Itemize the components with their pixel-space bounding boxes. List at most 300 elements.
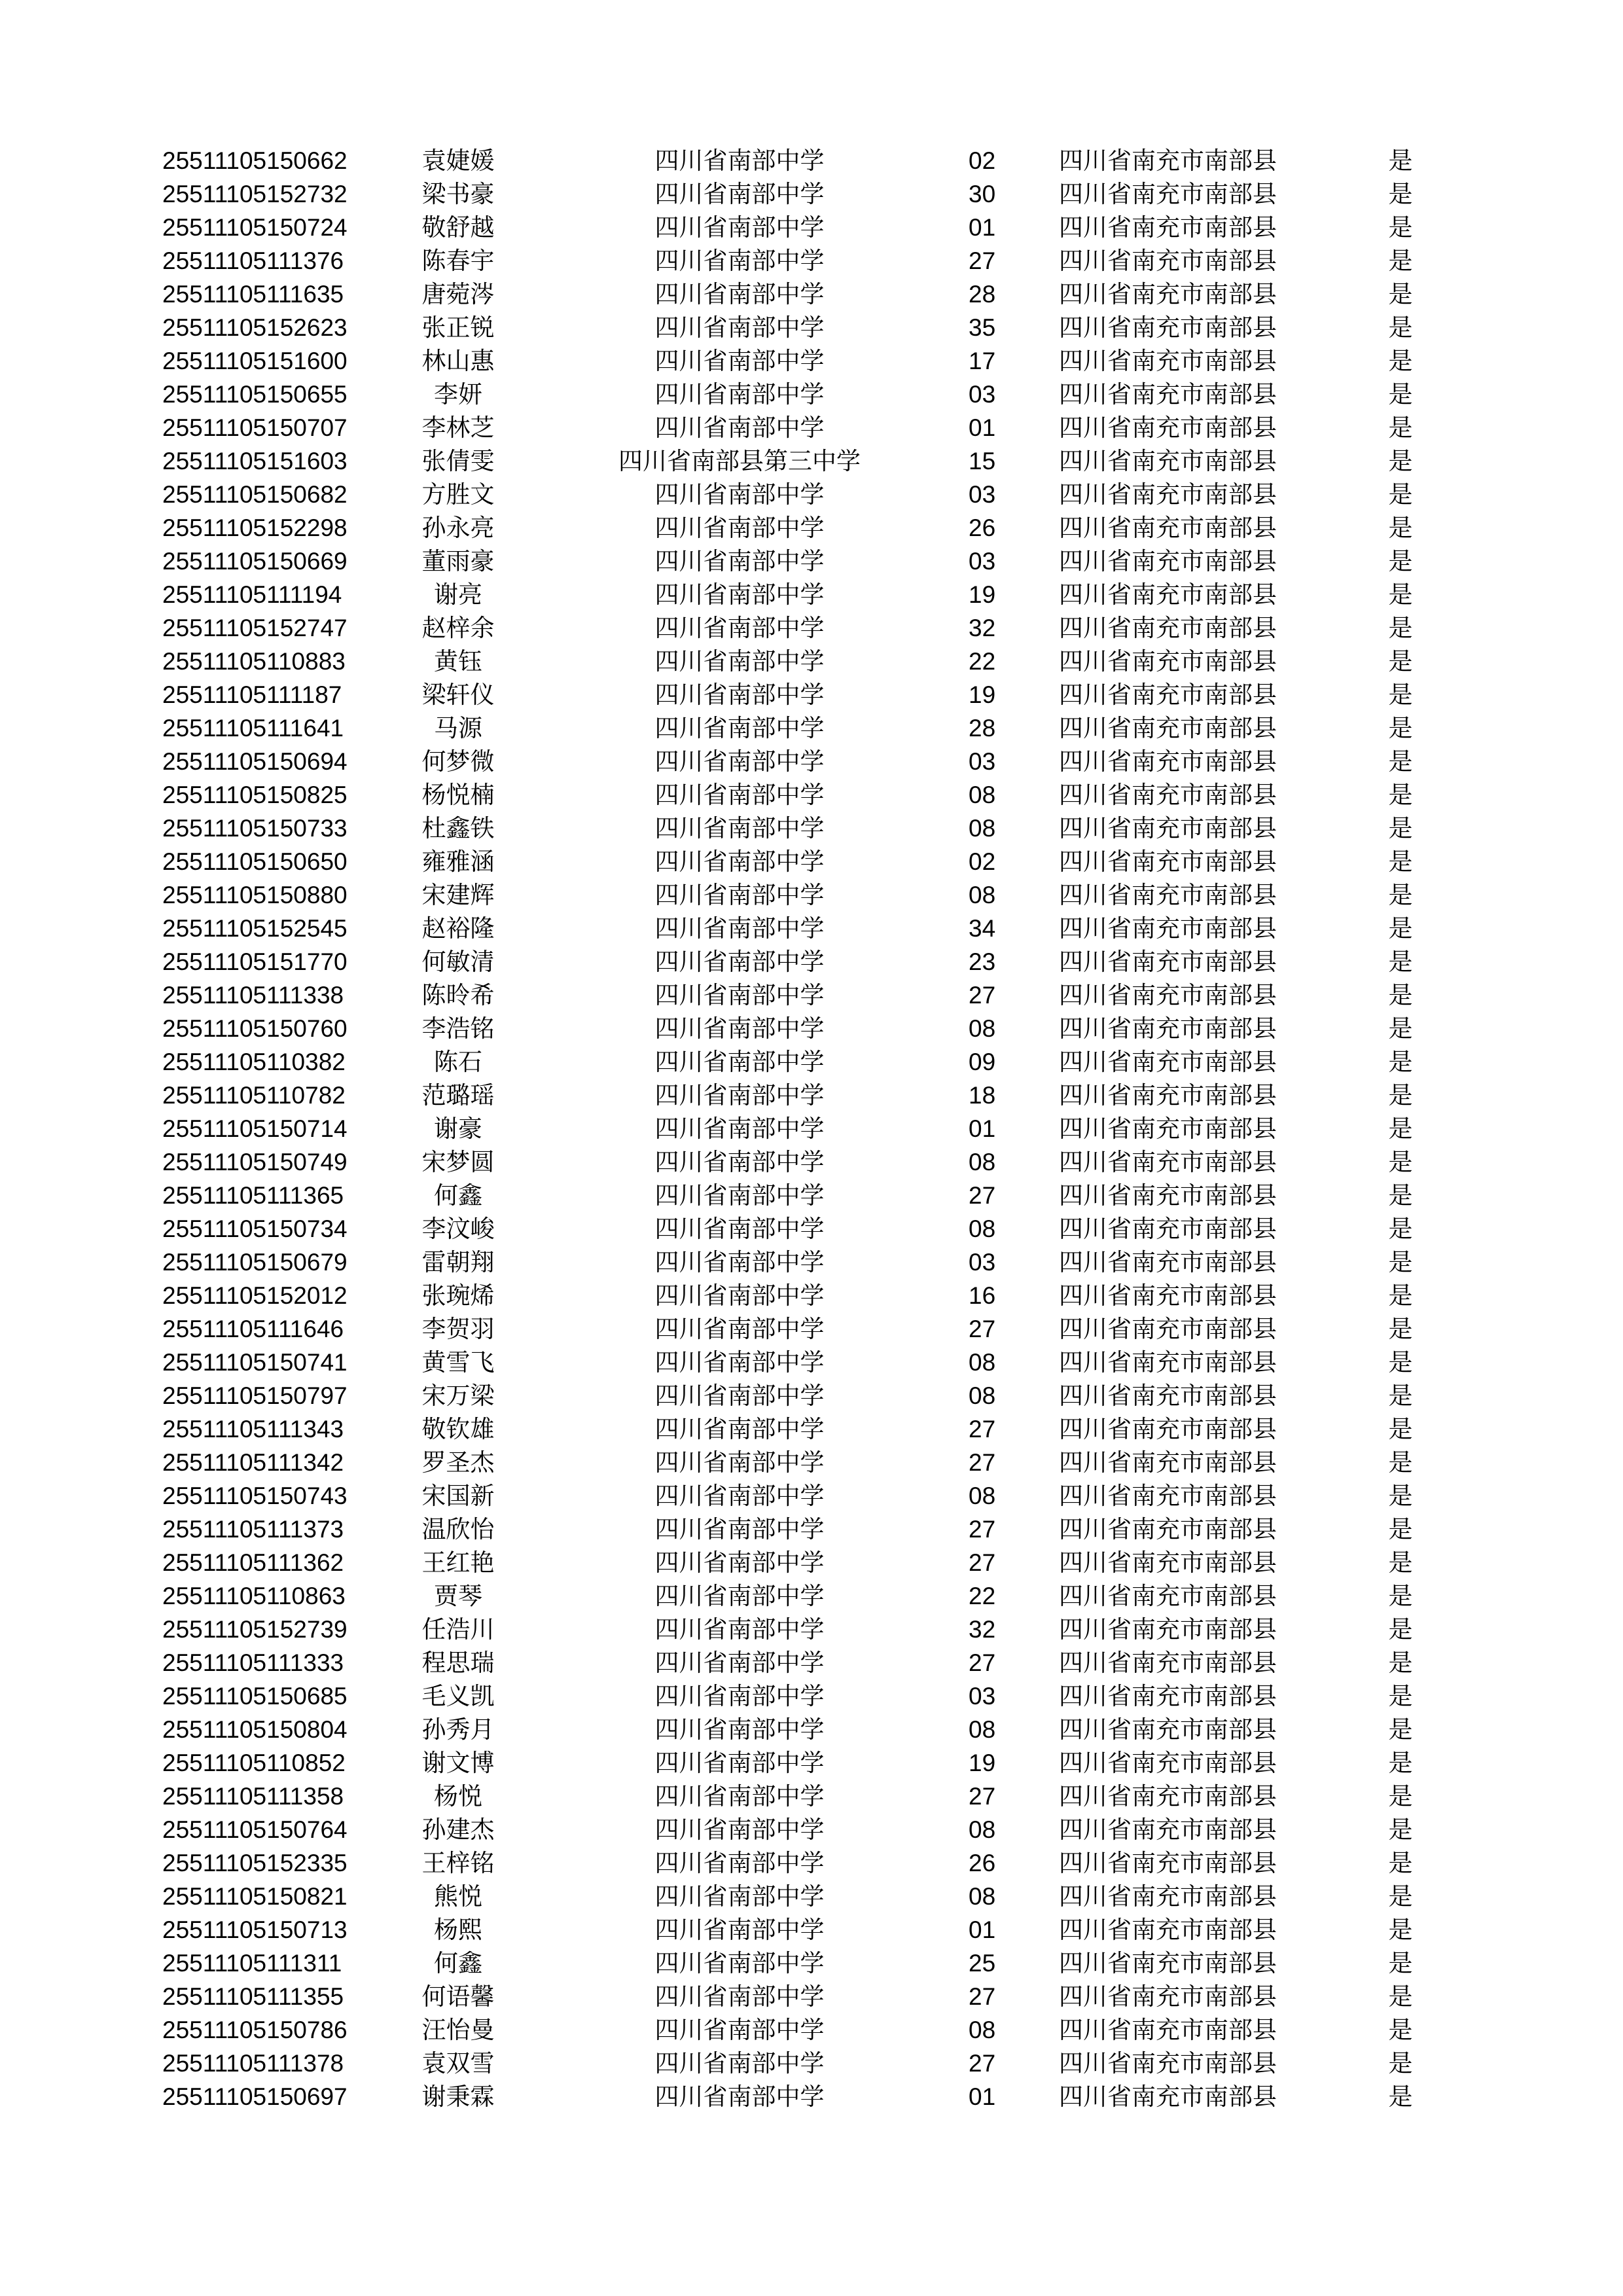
student-id-cell: 25511105150804 (162, 1716, 348, 1743)
table-row (0, 1913, 1623, 1946)
flag-cell: 是 (1388, 1315, 1413, 1343)
flag-cell: 是 (1388, 1882, 1413, 1910)
name-cell: 王红艳 (421, 1549, 495, 1577)
table-row (0, 1312, 1623, 1346)
student-id-cell: 25511105111635 (162, 281, 344, 308)
student-id-cell: 25511105111311 (162, 1950, 342, 1977)
address-cell: 四川省南充市南部县 (1059, 1782, 1277, 1810)
address-cell: 四川省南充市南部县 (1059, 1682, 1277, 1710)
class-cell: 08 (969, 882, 996, 908)
student-id-cell: 25511105150764 (162, 1816, 348, 1843)
student-id-cell: 25511105111358 (162, 1783, 344, 1810)
table-row (0, 2080, 1623, 2113)
school-cell: 四川省南部中学 (654, 1348, 825, 1376)
address-cell: 四川省南充市南部县 (1059, 1549, 1277, 1577)
flag-cell: 是 (1388, 347, 1413, 375)
school-cell: 四川省南部中学 (654, 1215, 825, 1243)
class-cell: 27 (969, 1316, 996, 1342)
address-cell: 四川省南充市南部县 (1059, 1115, 1277, 1143)
student-id-cell: 25511105111338 (162, 982, 344, 1009)
school-cell: 四川省南部中学 (654, 1081, 825, 1109)
name-cell: 赵梓余 (421, 614, 495, 642)
school-cell: 四川省南部中学 (654, 1282, 825, 1310)
name-cell: 敬舒越 (421, 213, 495, 242)
address-cell: 四川省南充市南部县 (1059, 180, 1277, 208)
table-row (0, 511, 1623, 545)
address-cell: 四川省南充市南部县 (1059, 1649, 1277, 1677)
student-id-cell: 25511105150724 (162, 214, 348, 241)
name-cell: 梁书豪 (421, 180, 495, 208)
name-cell: 黄雪飞 (421, 1348, 495, 1376)
flag-cell: 是 (1388, 1014, 1413, 1043)
address-cell: 四川省南充市南部县 (1059, 948, 1277, 976)
school-cell: 四川省南部中学 (654, 1615, 825, 1643)
class-cell: 08 (969, 2017, 996, 2043)
address-cell: 四川省南充市南部县 (1059, 1282, 1277, 1310)
name-cell: 梁轩仪 (421, 681, 495, 709)
address-cell: 四川省南充市南部县 (1059, 213, 1277, 242)
flag-cell: 是 (1388, 1816, 1413, 1844)
name-cell: 张倩雯 (421, 447, 495, 475)
class-cell: 08 (969, 1482, 996, 1509)
school-cell: 四川省南部中学 (654, 747, 825, 776)
school-cell: 四川省南部中学 (654, 1382, 825, 1410)
table-row (0, 711, 1623, 745)
table-row (0, 2013, 1623, 2047)
school-cell: 四川省南部中学 (654, 2083, 825, 2111)
address-cell: 四川省南充市南部县 (1059, 1081, 1277, 1109)
flag-cell: 是 (1388, 1749, 1413, 1777)
flag-cell: 是 (1388, 1982, 1413, 2011)
address-cell: 四川省南充市南部县 (1059, 914, 1277, 942)
name-cell: 李汶峻 (421, 1215, 495, 1243)
table-row (0, 1713, 1623, 1746)
class-cell: 02 (969, 848, 996, 875)
name-cell: 雍雅涵 (421, 848, 495, 876)
name-cell: 宋梦圆 (421, 1148, 495, 1176)
name-cell: 罗圣杰 (421, 1448, 495, 1477)
table-row (0, 778, 1623, 812)
school-cell: 四川省南部中学 (654, 2016, 825, 2044)
class-cell: 32 (969, 1616, 996, 1643)
student-id-cell: 25511105111355 (162, 1983, 344, 2010)
flag-cell: 是 (1388, 1649, 1413, 1677)
name-cell: 李林芝 (421, 414, 495, 442)
name-cell: 贾琴 (434, 1582, 482, 1610)
name-cell: 袁双雪 (421, 2049, 495, 2077)
table-row (0, 378, 1623, 411)
name-cell: 张琬烯 (421, 1282, 495, 1310)
class-cell: 02 (969, 147, 996, 174)
school-cell: 四川省南部县第三中学 (618, 447, 861, 475)
address-cell: 四川省南充市南部县 (1059, 1048, 1277, 1076)
class-cell: 19 (969, 1749, 996, 1776)
class-cell: 08 (969, 1149, 996, 1175)
class-cell: 03 (969, 548, 996, 575)
name-cell: 杨悦楠 (421, 781, 495, 809)
name-cell: 董雨豪 (421, 547, 495, 575)
school-cell: 四川省南部中学 (654, 1849, 825, 1877)
class-cell: 35 (969, 314, 996, 341)
address-cell: 四川省南充市南部县 (1059, 147, 1277, 175)
name-cell: 何梦微 (421, 747, 495, 776)
student-id-cell: 25511105150797 (162, 1382, 348, 1409)
table-row (0, 1379, 1623, 1412)
class-cell: 01 (969, 1115, 996, 1142)
class-cell: 08 (969, 815, 996, 842)
student-id-cell: 25511105150714 (162, 1115, 348, 1142)
flag-cell: 是 (1388, 1515, 1413, 1543)
flag-cell: 是 (1388, 380, 1413, 408)
school-cell: 四川省南部中学 (654, 1549, 825, 1577)
address-cell: 四川省南充市南部县 (1059, 1816, 1277, 1844)
school-cell: 四川省南部中学 (654, 147, 825, 175)
flag-cell: 是 (1388, 1348, 1413, 1376)
table-row (0, 878, 1623, 912)
flag-cell: 是 (1388, 848, 1413, 876)
class-cell: 27 (969, 247, 996, 274)
class-cell: 19 (969, 581, 996, 608)
flag-cell: 是 (1388, 1715, 1413, 1744)
address-cell: 四川省南充市南部县 (1059, 1882, 1277, 1910)
table-row (0, 1846, 1623, 1880)
address-cell: 四川省南充市南部县 (1059, 1715, 1277, 1744)
flag-cell: 是 (1388, 681, 1413, 709)
name-cell: 马源 (434, 714, 482, 742)
name-cell: 何敏清 (421, 948, 495, 976)
student-id-cell: 25511105151603 (162, 448, 348, 475)
student-id-cell: 25511105150741 (162, 1349, 348, 1376)
address-cell: 四川省南充市南部县 (1059, 547, 1277, 575)
name-cell: 宋万梁 (421, 1382, 495, 1410)
school-cell: 四川省南部中学 (654, 1949, 825, 1977)
student-id-cell: 25511105111187 (162, 681, 342, 708)
flag-cell: 是 (1388, 814, 1413, 842)
student-id-cell: 25511105111194 (162, 581, 342, 608)
name-cell: 敬钦雄 (421, 1415, 495, 1443)
table-row (0, 1479, 1623, 1513)
flag-cell: 是 (1388, 1282, 1413, 1310)
class-cell: 03 (969, 1249, 996, 1276)
school-cell: 四川省南部中学 (654, 1816, 825, 1844)
student-id-cell: 25511105150650 (162, 848, 348, 875)
class-cell: 27 (969, 1649, 996, 1676)
name-cell: 谢亮 (434, 581, 482, 609)
table-row (0, 344, 1623, 378)
name-cell: 汪怡曼 (421, 2016, 495, 2044)
class-cell: 01 (969, 2083, 996, 2110)
table-row (0, 1679, 1623, 1713)
student-id-cell: 25511105150682 (162, 481, 348, 508)
flag-cell: 是 (1388, 180, 1413, 208)
class-cell: 08 (969, 1349, 996, 1376)
class-cell: 01 (969, 214, 996, 241)
flag-cell: 是 (1388, 1582, 1413, 1610)
school-cell: 四川省南部中学 (654, 547, 825, 575)
flag-cell: 是 (1388, 1048, 1413, 1076)
name-cell: 孙秀月 (421, 1715, 495, 1744)
flag-cell: 是 (1388, 714, 1413, 742)
student-id-cell: 25511105152012 (162, 1282, 348, 1309)
school-cell: 四川省南部中学 (654, 1014, 825, 1043)
school-cell: 四川省南部中学 (654, 848, 825, 876)
school-cell: 四川省南部中学 (654, 1048, 825, 1076)
flag-cell: 是 (1388, 414, 1413, 442)
table-row (0, 1880, 1623, 1913)
name-cell: 谢秉霖 (421, 2083, 495, 2111)
name-cell: 毛义凯 (421, 1682, 495, 1710)
student-id-cell: 25511105152545 (162, 915, 348, 942)
name-cell: 范璐瑶 (421, 1081, 495, 1109)
student-id-cell: 25511105150713 (162, 1916, 348, 1943)
class-cell: 27 (969, 1182, 996, 1209)
table-row (0, 1513, 1623, 1546)
name-cell: 袁婕媛 (421, 147, 495, 175)
student-id-cell: 25511105150743 (162, 1482, 348, 1509)
class-cell: 03 (969, 1683, 996, 1710)
address-cell: 四川省南充市南部县 (1059, 581, 1277, 609)
table-row (0, 1412, 1623, 1446)
name-cell: 张正锐 (421, 314, 495, 342)
flag-cell: 是 (1388, 1682, 1413, 1710)
school-cell: 四川省南部中学 (654, 314, 825, 342)
student-id-cell: 25511105150733 (162, 815, 348, 842)
name-cell: 何鑫 (434, 1949, 482, 1977)
class-cell: 25 (969, 1950, 996, 1977)
flag-cell: 是 (1388, 480, 1413, 509)
school-cell: 四川省南部中学 (654, 280, 825, 308)
address-cell: 四川省南充市南部县 (1059, 1582, 1277, 1610)
roster-table (0, 144, 1623, 2113)
address-cell: 四川省南充市南部县 (1059, 1448, 1277, 1477)
student-id-cell: 25511105150707 (162, 414, 348, 441)
address-cell: 四川省南充市南部县 (1059, 1181, 1277, 1210)
flag-cell: 是 (1388, 247, 1413, 275)
table-row (0, 1346, 1623, 1379)
student-id-cell: 25511105151600 (162, 348, 348, 374)
flag-cell: 是 (1388, 1448, 1413, 1477)
table-row (0, 1746, 1623, 1780)
flag-cell: 是 (1388, 747, 1413, 776)
name-cell: 李贺羽 (421, 1315, 495, 1343)
address-cell: 四川省南充市南部县 (1059, 514, 1277, 542)
class-cell: 17 (969, 348, 996, 374)
table-row (0, 311, 1623, 344)
school-cell: 四川省南部中学 (654, 881, 825, 909)
school-cell: 四川省南部中学 (654, 914, 825, 942)
address-cell: 四川省南充市南部县 (1059, 647, 1277, 675)
school-cell: 四川省南部中学 (654, 480, 825, 509)
flag-cell: 是 (1388, 581, 1413, 609)
class-cell: 08 (969, 1015, 996, 1042)
class-cell: 27 (969, 1516, 996, 1543)
student-id-cell: 25511105152298 (162, 514, 348, 541)
student-id-cell: 25511105150655 (162, 381, 348, 408)
address-cell: 四川省南充市南部县 (1059, 1982, 1277, 2011)
class-cell: 16 (969, 1282, 996, 1309)
flag-cell: 是 (1388, 614, 1413, 642)
student-id-cell: 25511105150697 (162, 2083, 348, 2110)
table-row (0, 645, 1623, 678)
student-id-cell: 25511105111365 (162, 1182, 344, 1209)
school-cell: 四川省南部中学 (654, 414, 825, 442)
address-cell: 四川省南充市南部县 (1059, 414, 1277, 442)
school-cell: 四川省南部中学 (654, 1982, 825, 2011)
table-row (0, 978, 1623, 1012)
table-row (0, 1946, 1623, 1980)
flag-cell: 是 (1388, 1248, 1413, 1276)
class-cell: 08 (969, 1883, 996, 1910)
flag-cell: 是 (1388, 2049, 1413, 2077)
school-cell: 四川省南部中学 (654, 614, 825, 642)
table-row (0, 845, 1623, 878)
table-row (0, 745, 1623, 778)
address-cell: 四川省南充市南部县 (1059, 747, 1277, 776)
name-cell: 任浩川 (421, 1615, 495, 1643)
table-row (0, 611, 1623, 645)
address-cell: 四川省南充市南部县 (1059, 1849, 1277, 1877)
flag-cell: 是 (1388, 1115, 1413, 1143)
school-cell: 四川省南部中学 (654, 1448, 825, 1477)
address-cell: 四川省南充市南部县 (1059, 1014, 1277, 1043)
flag-cell: 是 (1388, 314, 1413, 342)
flag-cell: 是 (1388, 1181, 1413, 1210)
school-cell: 四川省南部中学 (654, 714, 825, 742)
class-cell: 27 (969, 1416, 996, 1443)
name-cell: 孙永亮 (421, 514, 495, 542)
student-id-cell: 25511105111376 (162, 247, 344, 274)
class-cell: 08 (969, 1215, 996, 1242)
address-cell: 四川省南充市南部县 (1059, 981, 1277, 1009)
student-id-cell: 25511105111641 (162, 715, 344, 742)
name-cell: 赵裕隆 (421, 914, 495, 942)
flag-cell: 是 (1388, 1415, 1413, 1443)
name-cell: 唐菀涔 (421, 280, 495, 308)
address-cell: 四川省南充市南部县 (1059, 280, 1277, 308)
address-cell: 四川省南充市南部县 (1059, 1215, 1277, 1243)
flag-cell: 是 (1388, 2083, 1413, 2111)
flag-cell: 是 (1388, 1782, 1413, 1810)
address-cell: 四川省南充市南部县 (1059, 714, 1277, 742)
name-cell: 王梓铭 (421, 1849, 495, 1877)
address-cell: 四川省南充市南部县 (1059, 1382, 1277, 1410)
student-id-cell: 25511105111333 (162, 1649, 344, 1676)
flag-cell: 是 (1388, 1482, 1413, 1510)
class-cell: 34 (969, 915, 996, 942)
address-cell: 四川省南充市南部县 (1059, 1615, 1277, 1643)
student-id-cell: 25511105111343 (162, 1416, 344, 1443)
student-id-cell: 25511105150685 (162, 1683, 348, 1710)
school-cell: 四川省南部中学 (654, 681, 825, 709)
address-cell: 四川省南充市南部县 (1059, 1248, 1277, 1276)
class-cell: 22 (969, 648, 996, 675)
table-row (0, 1112, 1623, 1145)
school-cell: 四川省南部中学 (654, 1782, 825, 1810)
address-cell: 四川省南充市南部县 (1059, 1749, 1277, 1777)
school-cell: 四川省南部中学 (654, 781, 825, 809)
class-cell: 01 (969, 414, 996, 441)
school-cell: 四川省南部中学 (654, 1882, 825, 1910)
table-row (0, 144, 1623, 177)
school-cell: 四川省南部中学 (654, 1715, 825, 1744)
class-cell: 30 (969, 181, 996, 207)
student-id-cell: 25511105110382 (162, 1049, 346, 1075)
student-id-cell: 25511105111342 (162, 1449, 344, 1476)
table-row (0, 678, 1623, 711)
address-cell: 四川省南充市南部县 (1059, 447, 1277, 475)
address-cell: 四川省南充市南部县 (1059, 1949, 1277, 1977)
school-cell: 四川省南部中学 (654, 1248, 825, 1276)
name-cell: 杜鑫铁 (421, 814, 495, 842)
table-row (0, 177, 1623, 211)
school-cell: 四川省南部中学 (654, 1148, 825, 1176)
address-cell: 四川省南充市南部县 (1059, 614, 1277, 642)
class-cell: 15 (969, 448, 996, 475)
address-cell: 四川省南充市南部县 (1059, 2016, 1277, 2044)
table-row (0, 812, 1623, 845)
table-row (0, 1646, 1623, 1679)
school-cell: 四川省南部中学 (654, 814, 825, 842)
table-row (0, 1045, 1623, 1079)
student-id-cell: 25511105150669 (162, 548, 348, 575)
address-cell: 四川省南充市南部县 (1059, 380, 1277, 408)
class-cell: 01 (969, 1916, 996, 1943)
table-row (0, 945, 1623, 978)
table-row (0, 411, 1623, 444)
school-cell: 四川省南部中学 (654, 514, 825, 542)
table-row (0, 1246, 1623, 1279)
table-row (0, 1212, 1623, 1246)
address-cell: 四川省南充市南部县 (1059, 314, 1277, 342)
flag-cell: 是 (1388, 1916, 1413, 1944)
address-cell: 四川省南充市南部县 (1059, 347, 1277, 375)
student-id-cell: 25511105150825 (162, 781, 348, 808)
flag-cell: 是 (1388, 447, 1413, 475)
name-cell: 谢豪 (434, 1115, 482, 1143)
school-cell: 四川省南部中学 (654, 1315, 825, 1343)
name-cell: 陈石 (434, 1048, 482, 1076)
table-row (0, 1579, 1623, 1613)
student-id-cell: 25511105150821 (162, 1883, 348, 1910)
name-cell: 陈春宇 (421, 247, 495, 275)
school-cell: 四川省南部中学 (654, 380, 825, 408)
table-row (0, 578, 1623, 611)
table-row (0, 1813, 1623, 1846)
class-cell: 28 (969, 715, 996, 742)
class-cell: 03 (969, 381, 996, 408)
flag-cell: 是 (1388, 514, 1413, 542)
address-cell: 四川省南充市南部县 (1059, 1916, 1277, 1944)
name-cell: 陈昤希 (421, 981, 495, 1009)
school-cell: 四川省南部中学 (654, 581, 825, 609)
school-cell: 四川省南部中学 (654, 647, 825, 675)
name-cell: 谢文博 (421, 1749, 495, 1777)
address-cell: 四川省南充市南部县 (1059, 480, 1277, 509)
class-cell: 22 (969, 1583, 996, 1609)
flag-cell: 是 (1388, 2016, 1413, 2044)
student-id-cell: 25511105150880 (162, 882, 348, 908)
student-id-cell: 25511105152739 (162, 1616, 348, 1643)
name-cell: 杨熙 (434, 1916, 482, 1944)
student-id-cell: 25511105150679 (162, 1249, 348, 1276)
student-id-cell: 25511105152732 (162, 181, 348, 207)
student-id-cell: 25511105152335 (162, 1850, 348, 1876)
table-row (0, 1613, 1623, 1646)
school-cell: 四川省南部中学 (654, 247, 825, 275)
school-cell: 四川省南部中学 (654, 1415, 825, 1443)
class-cell: 08 (969, 1716, 996, 1743)
name-cell: 雷朝翔 (421, 1248, 495, 1276)
